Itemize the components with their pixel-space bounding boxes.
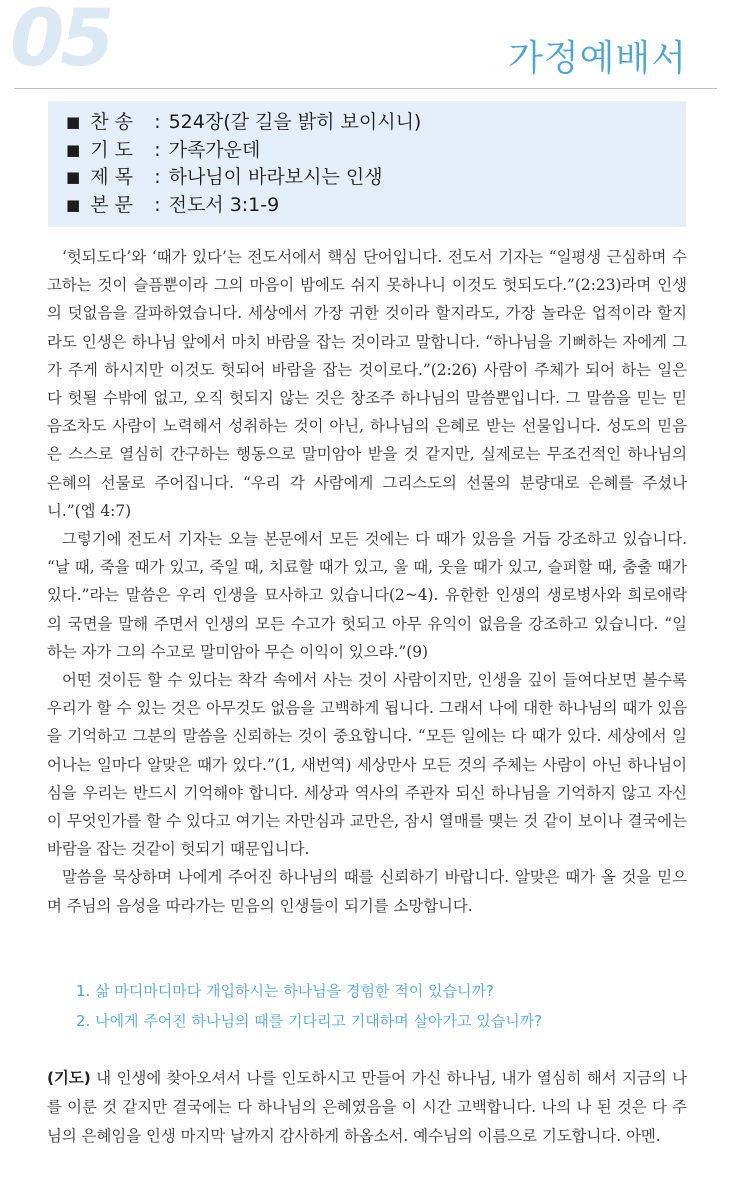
info-value: 하나님이 바라보시는 인생 xyxy=(168,166,383,188)
sermon-body xyxy=(47,243,687,920)
square-bullet-icon: ■ xyxy=(66,113,81,131)
title-divider xyxy=(14,88,717,89)
prayer-label: (기도) xyxy=(47,1069,91,1087)
page-title: 가정예배서 xyxy=(508,38,687,79)
body-paragraph: ‘헛되도다’와 ‘때가 있다’는 전도서에서 핵심 단어입니다. 전도서 기자는 “일평생 근심하며 수고하는 것이 슬픔뿐이라 그의 마음이 밤에도 쉬지 못하나니 이것도 헛되도다.”(2:23)라며 인생의 덧없음을 갈파하였습니다. 세상에서 가장 귀한 것이라 할지라도, 가장 놀라운 업적이라 할지라도 인생은 하나님 앞에서 마치 바람을 잡는 것이라고 말합니다. “하나님을 기뻐하는 자에게 그가 주게 하시지만 이것도 헛되어 바람을 잡는 것이로다.”(2:26) 사람이 주체가 되어 하는 일은 다 헛될 수밖에 없고, 오직 헛되지 않는 것은 창조주 하나님의 말씀뿐입니다. 그 말씀을 믿는 믿음조차도 사람이 노력해서 성취하는 것이 아닌, 하나님의 은혜로 받는 선물입니다. 성도의 믿음은 스스로 열심히 간구하는 행동으로 말미암아 받을 것 같지만, 실제로는 무조건적인 하나님의 은혜의 선물로 주어집니다. “우리 각 사람에게 그리스도의 선물의 분량대로 은혜를 주셨나니.”(엡 4:7) xyxy=(47,248,687,520)
square-bullet-icon: ■ xyxy=(66,140,81,159)
info-key: 기 도 xyxy=(90,138,133,161)
info-row-scripture: ■ 본 문 : 전도서 3:1-9 xyxy=(66,192,686,220)
info-key: 찬 송 xyxy=(90,111,133,133)
info-value: 가족가운데 xyxy=(168,138,261,161)
info-value: 524장(갈 길을 밝히 보이시니) xyxy=(168,111,422,133)
page-number: 05 xyxy=(10,0,111,84)
discussion-questions xyxy=(76,976,542,1036)
body-paragraph: 그렇기에 전도서 기자는 오늘 본문에서 모든 것에는 다 때가 있음을 거듭 강조하고 있습니다. “날 때, 죽을 때가 있고, 죽일 때, 치료할 때가 있고, 울 때, 웃을 때가 있고, 슬퍼할 때, 춤출 때가 있다.”라는 말씀은 우리 인생을 묘사하고 있습니다(2~4). 유한한 인생의 생로병사와 희로애락의 국면을 말해 주면서 인생의 모든 수고가 헛되고 아무 유익이 없음을 강조하고 있습니다. “일하는 자가 그의 수고로 말미암아 무슨 이익이 있으랴.”(9) xyxy=(47,530,687,661)
closing-prayer xyxy=(47,1064,687,1151)
info-row-hymn: ■ 찬 송 : 524장(갈 길을 밝히 보이시니) xyxy=(66,109,686,137)
worship-info-box xyxy=(48,101,686,227)
prayer-text: 내 인생에 찾아오셔서 나를 인도하시고 만들어 가신 하나님, 내가 열심히 해서 지금의 나를 이룬 것 같지만 결국에는 다 하나님의 은혜였음을 이 시간 고백합니다. 나의 나 된 것은 다 주님의 은혜임을 인생 마지막 날까지 감사하게 하옵소서. 예수님의 이름으로 기도합니다. 아멘. xyxy=(47,1069,687,1145)
square-bullet-icon: ■ xyxy=(66,168,81,186)
info-row-title: ■ 제 목 : 하나님이 바라보시는 인생 xyxy=(66,164,686,192)
info-value: 전도서 3:1-9 xyxy=(168,193,280,216)
square-bullet-icon: ■ xyxy=(66,195,81,214)
info-key: 제 목 xyxy=(90,166,133,188)
info-row-prayer: ■ 기 도 : 가족가운데 xyxy=(66,137,686,165)
question-item: 2. 나에게 주어진 하나님의 때를 기다리고 기대하며 살아가고 있습니까? xyxy=(76,1012,543,1030)
question-item: 1. 삶 마디마디마다 개입하시는 하나님을 경험한 적이 있습니까? xyxy=(76,982,494,1000)
body-paragraph: 말씀을 묵상하며 나에게 주어진 하나님의 때를 신뢰하기 바랍니다. 알맞은 때가 올 것을 믿으며 주님의 음성을 따라가는 믿음의 인생들이 되기를 소망합니다. xyxy=(47,868,687,915)
body-paragraph: 어떤 것이든 할 수 있다는 착각 속에서 사는 것이 사람이지만, 인생을 깊이 들여다보면 볼수록 우리가 할 수 있는 것은 아무것도 없음을 고백하게 됩니다. 그래서 나에 대한 하나님의 때가 있음을 기억하고 그분의 말씀을 신뢰하는 것이 중요합니다. “모든 일에는 다 때가 있다. 세상에서 일어나는 일마다 알맞은 때가 있다.”(1, 새번역) 세상만사 모든 것의 주체는 사람이 아닌 하나님이심을 우리는 반드시 기억해야 합니다. 세상과 역사의 주관자 되신 하나님을 기억하지 않고 자신이 무엇인가를 할 수 있다고 여기는 자만심과 교만은, 잠시 열매를 맺는 것 같이 보이나 결국에는 바람을 잡는 것같이 헛되기 때문입니다. xyxy=(47,671,687,859)
info-key: 본 문 xyxy=(90,193,133,216)
